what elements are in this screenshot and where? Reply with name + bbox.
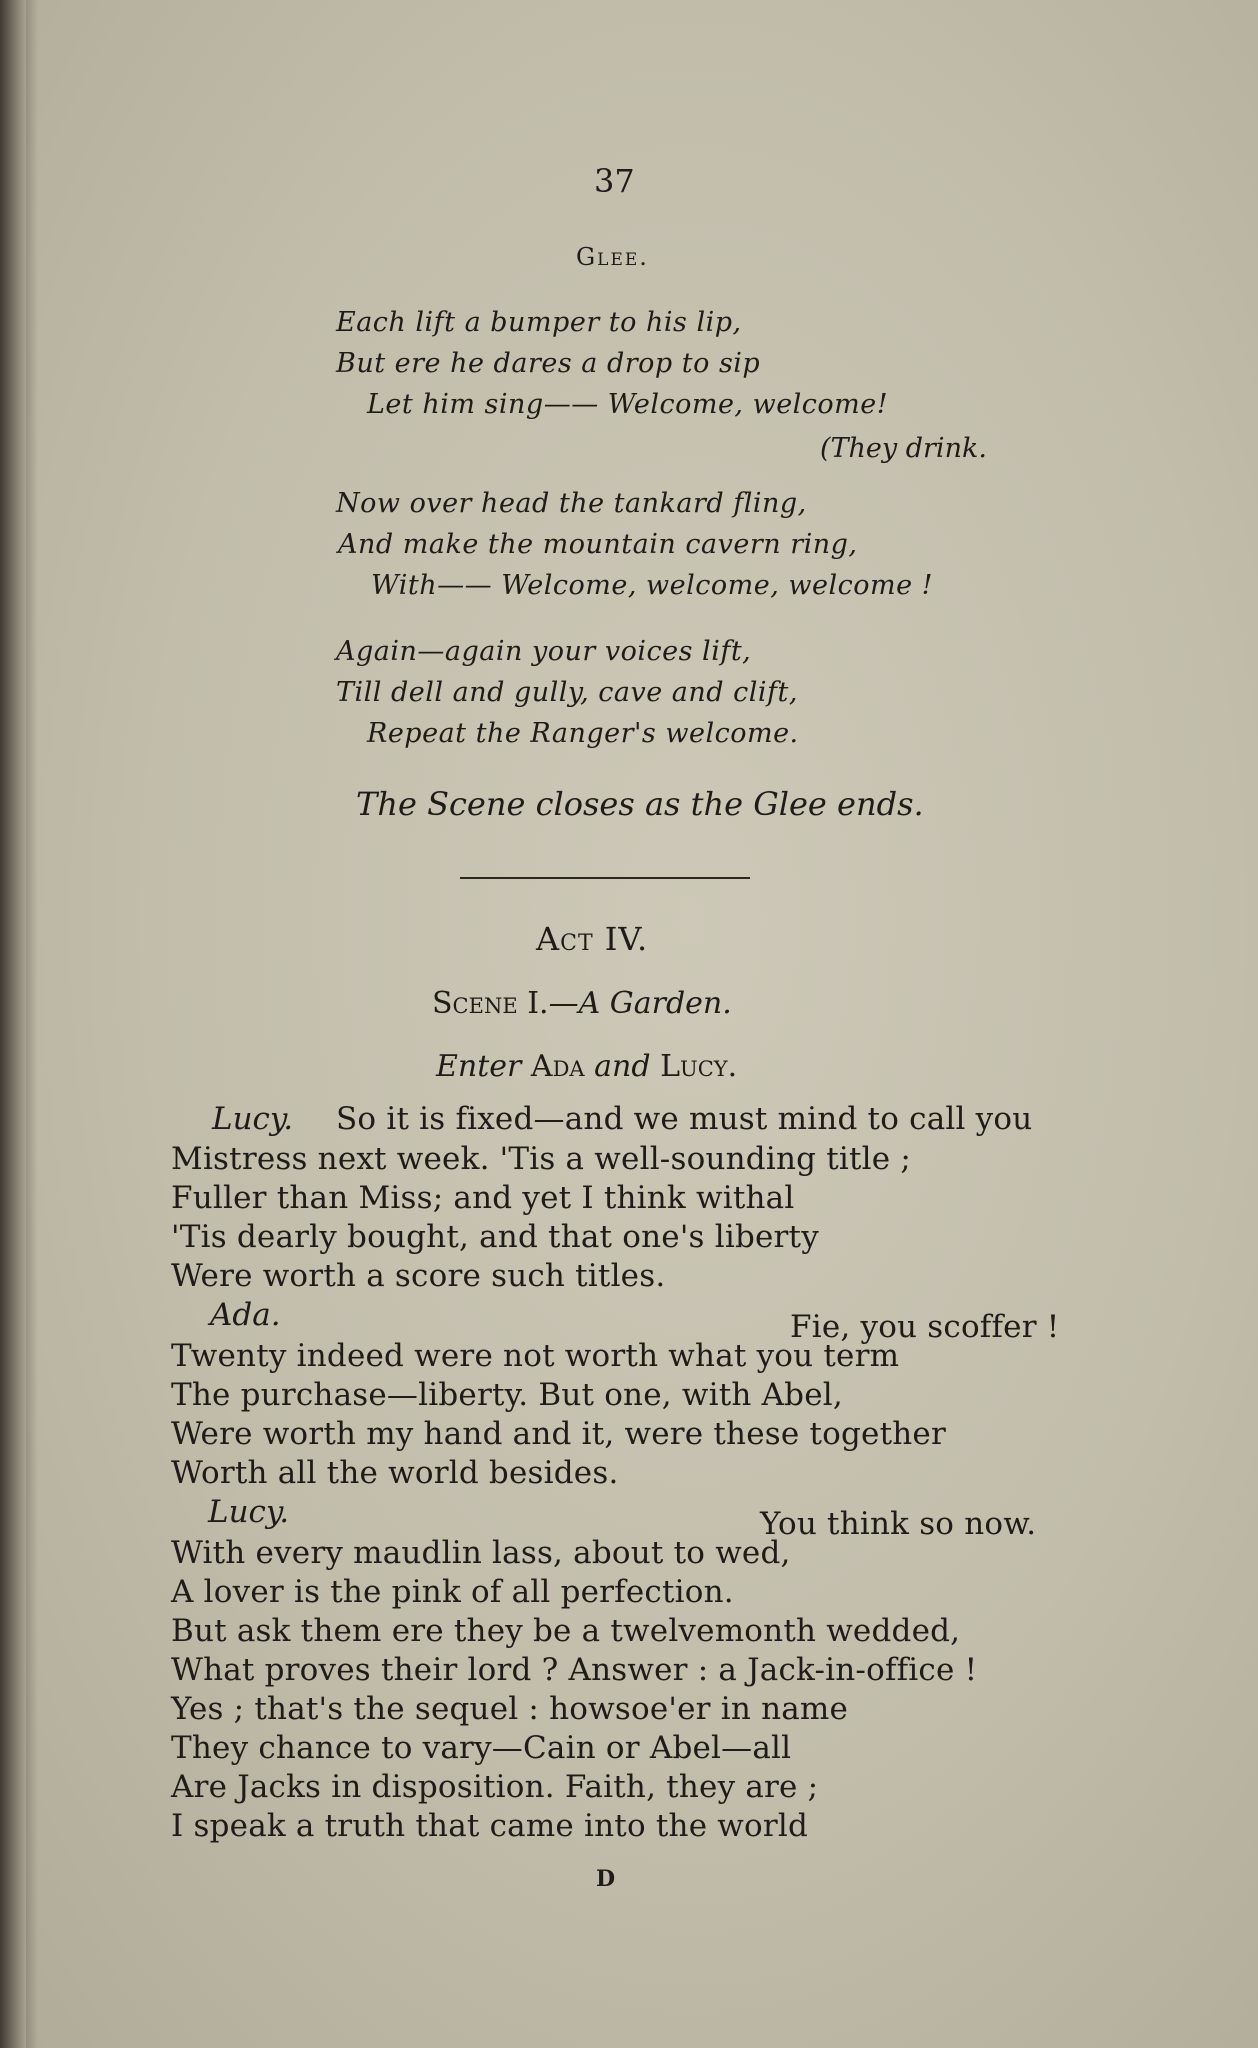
- enter-ada: Ada: [530, 1049, 585, 1084]
- dialogue-line: But ask them ere they be a twelvemonth wedded,: [171, 1613, 961, 1649]
- dialogue-line: I speak a truth that came into the world: [171, 1808, 809, 1844]
- speaker-name: Lucy.: [208, 1494, 290, 1530]
- enter-word: Enter: [436, 1049, 522, 1084]
- dialogue-line: Were worth a score such titles.: [171, 1258, 666, 1294]
- scene-close-direction: The Scene closes as the Glee ends.: [356, 785, 924, 823]
- dialogue-line: Twenty indeed were not worth what you term: [171, 1338, 900, 1374]
- dialogue-line: Were worth my hand and it, were these together: [171, 1416, 946, 1452]
- gutter-shadow: [26, 0, 38, 2048]
- book-spine-shadow: [0, 0, 26, 2048]
- dialogue-line: Are Jacks in disposition. Faith, they are ;: [171, 1769, 819, 1805]
- enter-direction: [436, 1049, 737, 1084]
- signature-mark: D: [596, 1866, 616, 1892]
- dialogue-line: So it is fixed—and we must mind to call you: [336, 1101, 1033, 1137]
- enter-and: and: [594, 1049, 651, 1084]
- glee-heading: Glee.: [576, 243, 649, 271]
- dialogue-line: With every maudlin lass, about to wed,: [171, 1535, 791, 1571]
- speaker-name: Lucy.: [212, 1101, 294, 1137]
- verse-line: Let him sing—— Welcome, welcome!: [367, 389, 889, 420]
- dialogue-line: What proves their lord ? Answer : a Jack-in-office !: [171, 1652, 978, 1688]
- dialogue-line: The purchase—liberty. But one, with Abel,: [171, 1377, 843, 1413]
- verse-line: Now over head the tankard fling,: [336, 488, 807, 519]
- dialogue-line: Mistress next week. 'Tis a well-sounding title ;: [171, 1141, 911, 1177]
- stage-direction: (They drink.: [820, 433, 987, 464]
- verse-line: With—— Welcome, welcome, welcome !: [371, 570, 933, 601]
- verse-line: But ere he dares a drop to sip: [336, 348, 761, 379]
- dialogue-line: Fie, you scoffer !: [790, 1309, 1060, 1345]
- page-number: 37: [594, 162, 635, 200]
- verse-line: Till dell and gully, cave and clift,: [336, 677, 798, 708]
- dialogue-line: A lover is the pink of all perfection.: [171, 1574, 734, 1610]
- speaker-name: Ada.: [210, 1297, 281, 1333]
- dialogue-line: You think so now.: [760, 1506, 1037, 1542]
- dialogue-line: Yes ; that's the sequel : howsoe'er in name: [171, 1691, 849, 1727]
- section-divider: [460, 877, 750, 879]
- dialogue-line: They chance to vary—Cain or Abel—all: [171, 1730, 792, 1766]
- scene-label: Scene I.: [432, 986, 549, 1021]
- dialogue-line: Worth all the world besides.: [171, 1455, 619, 1491]
- verse-line: And make the mountain cavern ring,: [338, 529, 858, 560]
- enter-lucy: Lucy.: [660, 1049, 738, 1084]
- dialogue-line: 'Tis dearly bought, and that one's liberty: [171, 1219, 819, 1255]
- dialogue-line: Fuller than Miss; and yet I think withal: [171, 1180, 795, 1216]
- scene-heading: [432, 986, 732, 1021]
- verse-line: Each lift a bumper to his lip,: [336, 307, 742, 338]
- verse-line: Repeat the Ranger's welcome.: [367, 718, 799, 749]
- verse-line: Again—again your voices lift,: [336, 636, 752, 667]
- act-heading: Act IV.: [536, 920, 649, 958]
- scene-place: —A Garden.: [548, 986, 732, 1021]
